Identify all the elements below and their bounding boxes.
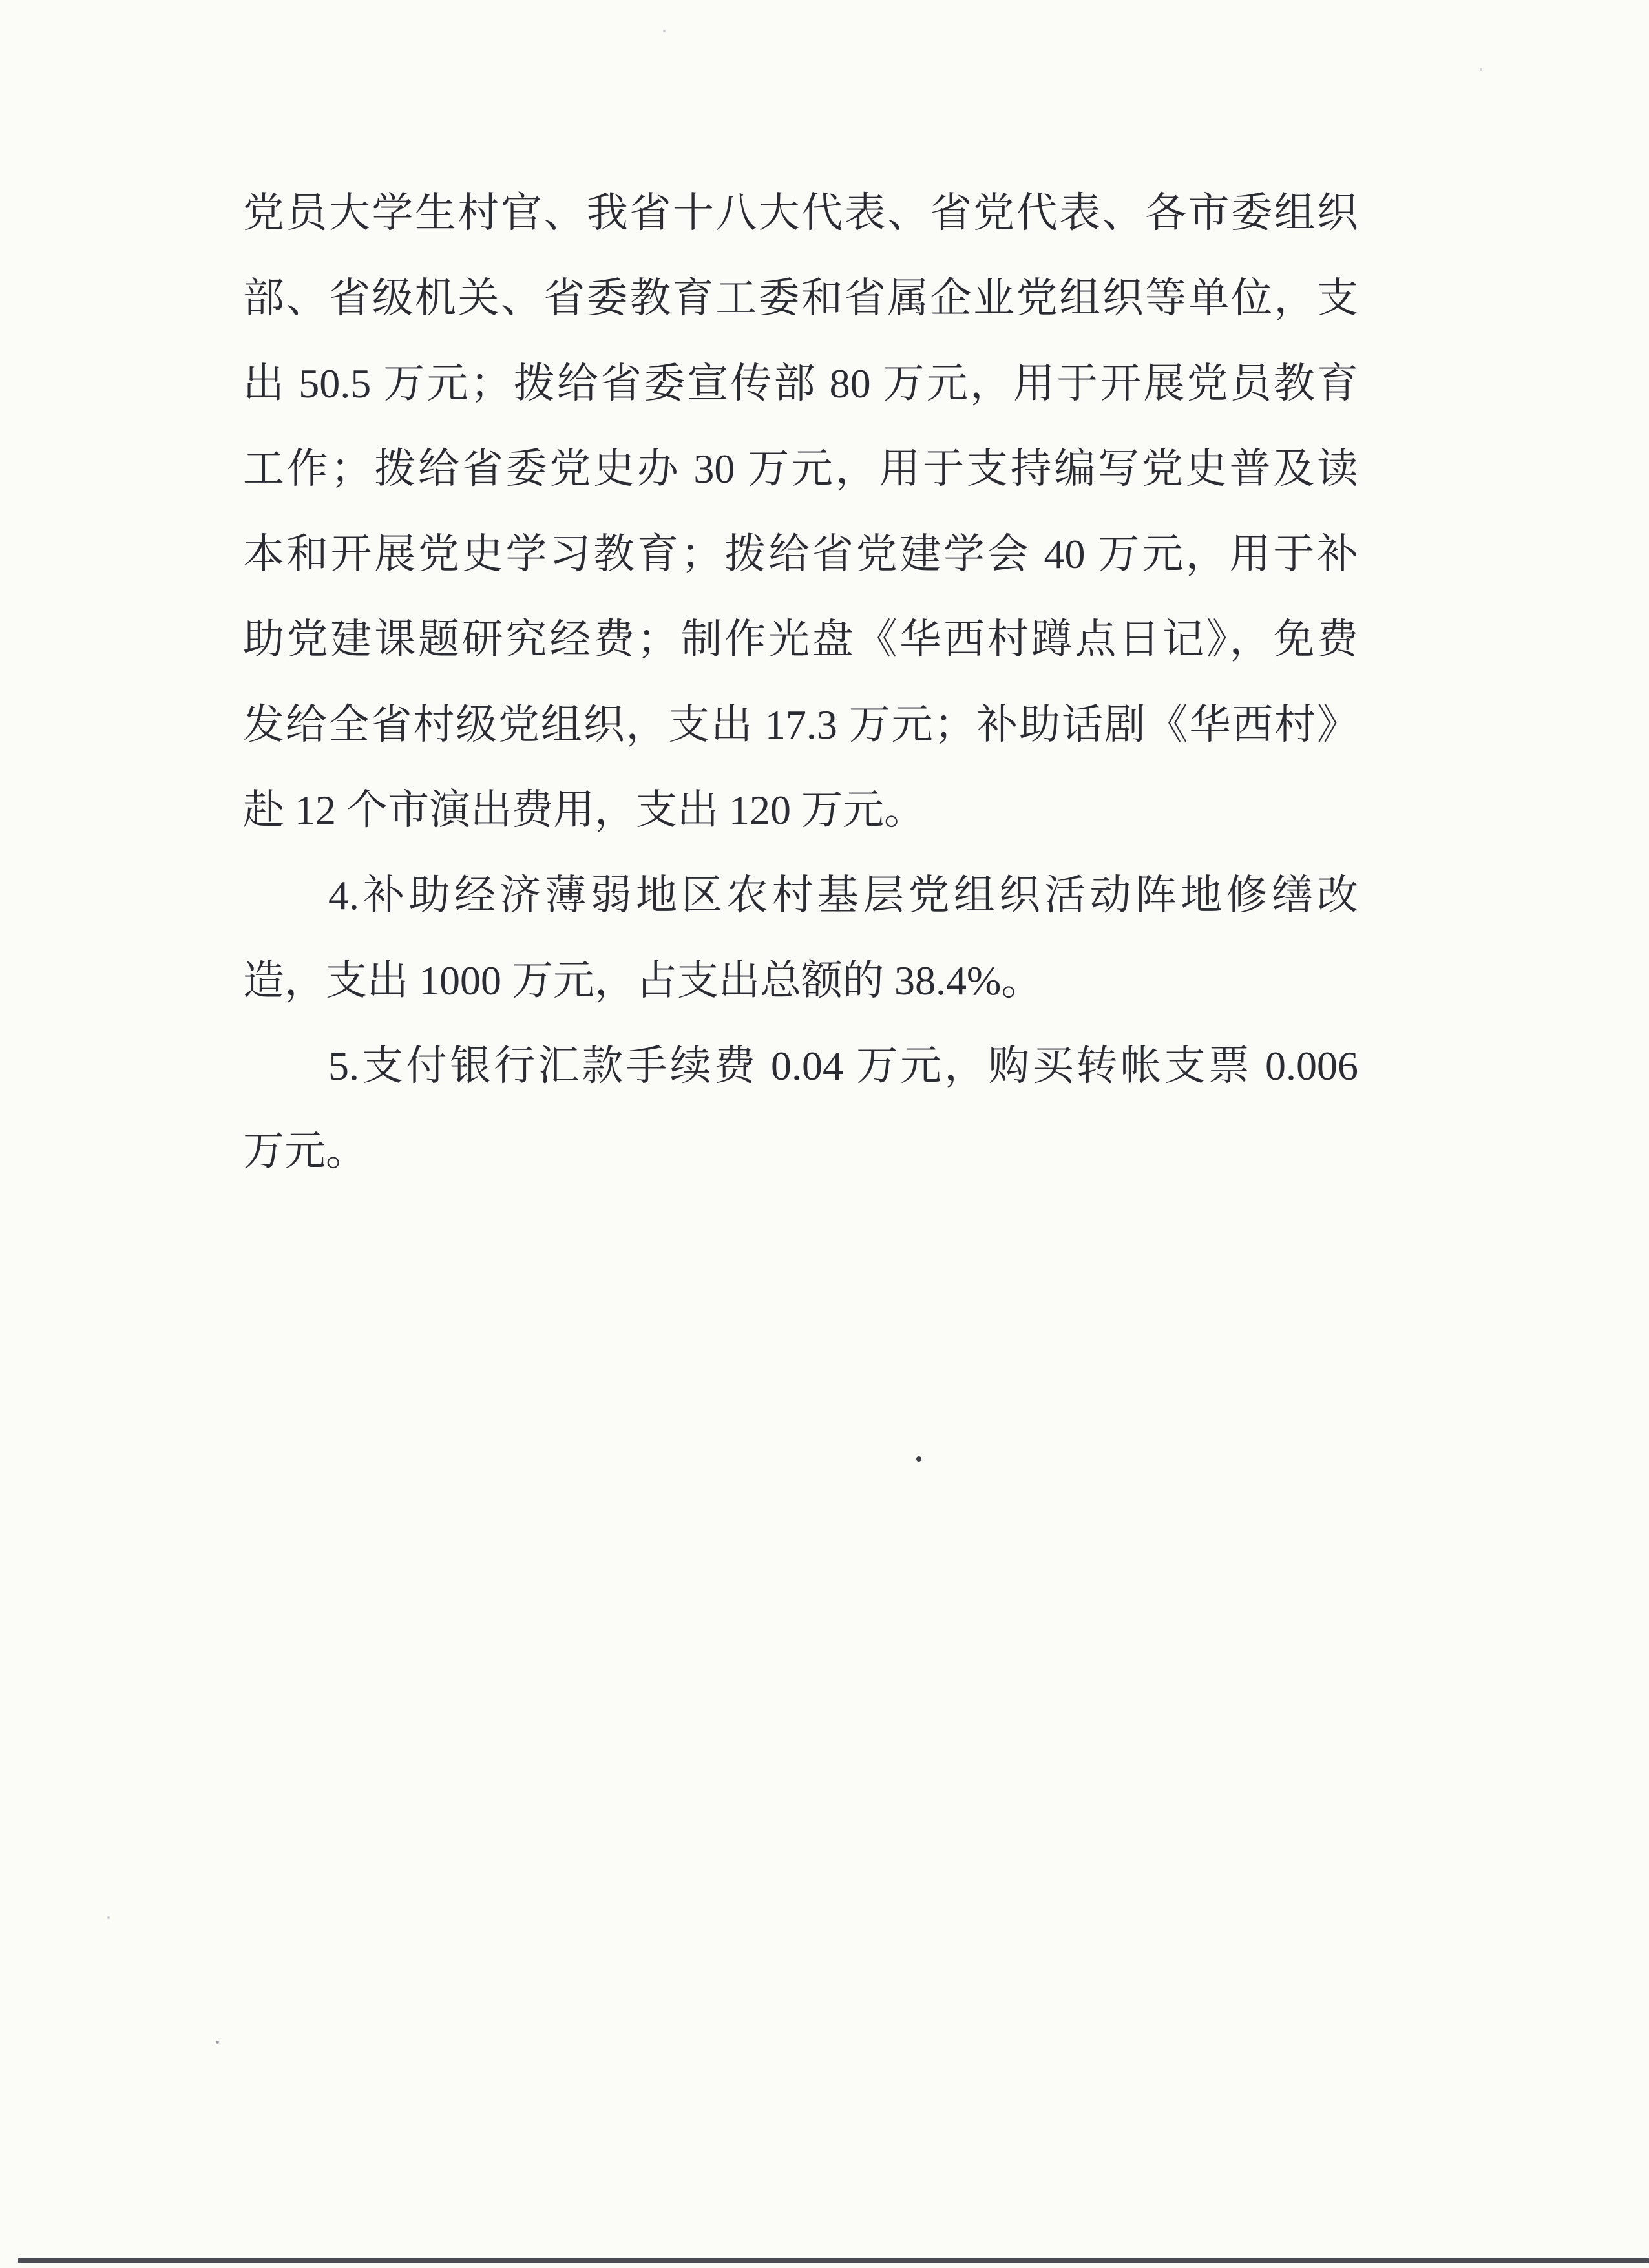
text-line: 出 50.5 万元；拨给省委宣传部 80 万元，用于开展党员教育 <box>243 361 1358 406</box>
scan-speck <box>663 30 666 32</box>
scan-speck <box>216 2041 219 2044</box>
text-line: 工作；拨给省委党史办 30 万元，用于支持编写党史普及读 <box>243 446 1358 492</box>
text-line: 发给全省村级党组织，支出 17.3 万元；补助话剧《华西村》 <box>243 702 1358 748</box>
text-line: 万元。 <box>243 1128 367 1174</box>
text-line: 赴 12 个市演出费用，支出 120 万元。 <box>243 787 925 833</box>
text-line: 部、省级机关、省委教育工委和省属企业党组织等单位，支 <box>243 275 1358 321</box>
scan-speck <box>916 1456 921 1462</box>
text-line: 党员大学生村官、我省十八大代表、省党代表、各市委组织 <box>243 190 1358 236</box>
scan-edge-line <box>18 2258 1649 2263</box>
text-line: 造，支出 1000 万元，占支出总额的 38.4%。 <box>243 958 1043 1003</box>
document-body <box>243 171 1358 1194</box>
text-line: 5.支付银行汇款手续费 0.04 万元，购买转帐支票 0.006 <box>328 1043 1358 1089</box>
scan-speck <box>1480 68 1482 71</box>
text-line: 4.补助经济薄弱地区农村基层党组织活动阵地修缮改 <box>328 872 1358 918</box>
text-line: 助党建课题研究经费；制作光盘《华西村蹲点日记》，免费 <box>243 616 1358 662</box>
scan-speck <box>107 1916 110 1919</box>
text-line: 本和开展党史学习教育；拨给省党建学会 40 万元，用于补 <box>243 531 1358 577</box>
